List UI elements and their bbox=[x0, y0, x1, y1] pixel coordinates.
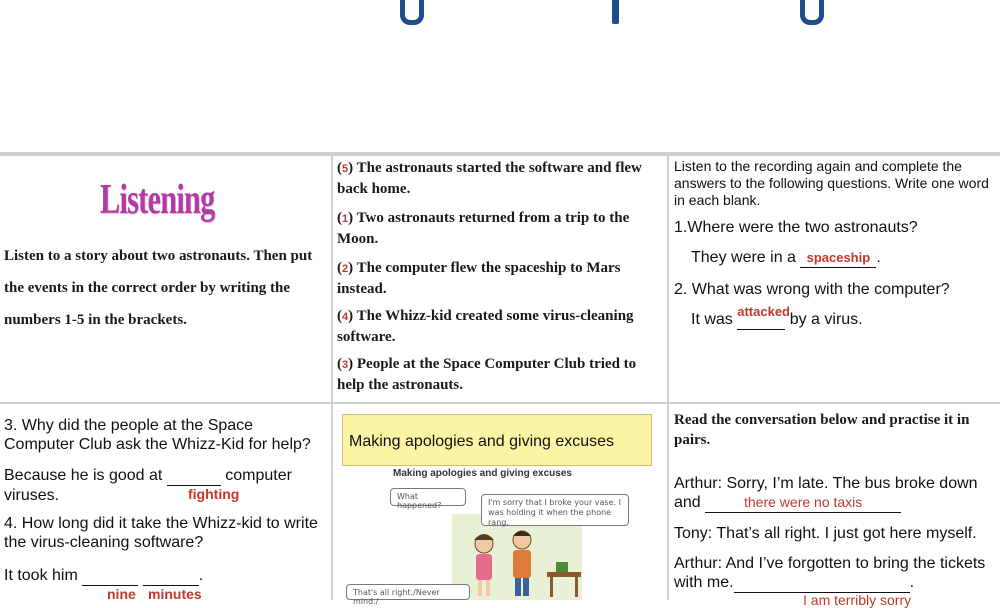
decorative-glyph-3 bbox=[800, 0, 824, 25]
apology-heading-box bbox=[342, 414, 652, 466]
events-cell bbox=[333, 156, 667, 402]
speech-bubble-2: I'm sorry that I broke your vase. I was holding it when the phone rang. bbox=[481, 494, 629, 526]
apology-heading: Making apologies and giving excuses bbox=[349, 433, 615, 450]
answer-4b: minutes bbox=[148, 586, 202, 602]
apology-cell bbox=[333, 404, 667, 606]
table-leg bbox=[575, 577, 578, 597]
content-grid bbox=[0, 152, 1000, 608]
phone bbox=[556, 562, 568, 572]
event-item: (2) The computer flew the spaceship to Mars instead. bbox=[337, 260, 621, 297]
questions-instruction: Listen to the recording again and complete the answers to the following questions. Write one word in each blank. bbox=[674, 158, 989, 208]
event-item: (4) The Whizz-kid created some virus-cleaning software. bbox=[337, 308, 634, 345]
figure-title: Making apologies and giving excuses bbox=[393, 468, 572, 479]
question-3: 3. Why did the people at the Space Computer Club ask the Whizz-Kid for help? bbox=[4, 417, 311, 453]
conversation-instruction: Read the conversation below and practise it in pairs. bbox=[674, 412, 970, 448]
answer-2: attacked bbox=[737, 304, 790, 319]
top-decoration-strip bbox=[0, 0, 1000, 152]
question-2: 2. What was wrong with the computer? bbox=[674, 281, 950, 298]
event-item: (5) The astronauts started the software and flew back home. bbox=[337, 160, 642, 197]
boy-body bbox=[513, 550, 531, 578]
conversation-cell bbox=[669, 404, 1000, 608]
speech-bubble-3: That's all right./Never mind./ bbox=[346, 584, 470, 600]
girl-leg bbox=[478, 580, 482, 596]
listening-title: Listening bbox=[100, 177, 215, 223]
conversation-answer-1: there were no taxis bbox=[744, 494, 863, 510]
boy-leg bbox=[515, 578, 521, 596]
question-4: 4. How long did it take the Whizz-kid to write the virus-cleaning software? bbox=[4, 515, 318, 551]
table-top bbox=[547, 572, 581, 577]
conversation-answer-2: I am terribly sorry bbox=[803, 592, 912, 608]
questions-cell-b bbox=[0, 404, 331, 600]
girl-leg bbox=[486, 580, 490, 596]
decorative-glyph-2 bbox=[612, 0, 619, 24]
conversation-line-2: Tony: That’s all right. I just got here myself. bbox=[674, 525, 977, 542]
listening-cell bbox=[0, 156, 331, 402]
decorative-glyph-1 bbox=[400, 0, 424, 25]
questions-cell-a bbox=[669, 156, 1000, 402]
question-1: 1.Where were the two astronauts? bbox=[674, 219, 918, 236]
speech-bubble-1: What happened? bbox=[390, 488, 466, 506]
conversation-line-1: Arthur: Sorry, I’m late. The bus broke down and there were no taxis bbox=[674, 475, 978, 511]
event-item: (3) People at the Space Computer Club tried to help the astronauts. bbox=[337, 356, 637, 393]
answer-1-line: They were in a spaceship . bbox=[691, 249, 881, 266]
listening-instruction: Listen to a story about two astronauts. Then put the events in the correct order by writing the numbers 1-5 in the brackets. bbox=[4, 248, 313, 328]
event-item: (1) Two astronauts returned from a trip to the Moon. bbox=[337, 210, 630, 247]
answer-4a: nine bbox=[107, 586, 136, 602]
answer-2-line: It was attacked by a virus. bbox=[691, 304, 863, 328]
answer-4-line: It took him . bbox=[4, 567, 204, 584]
girl-body bbox=[476, 554, 492, 580]
conversation-line-3: Arthur: And I’ve forgotten to bring the tickets with me. . bbox=[674, 555, 986, 591]
table-leg bbox=[550, 577, 553, 597]
boy-leg bbox=[523, 578, 529, 596]
answer-3: fighting bbox=[188, 486, 240, 502]
answer-1: spaceship bbox=[806, 250, 871, 265]
answer-3-line: Because he is good at computer viruses. bbox=[4, 467, 292, 504]
